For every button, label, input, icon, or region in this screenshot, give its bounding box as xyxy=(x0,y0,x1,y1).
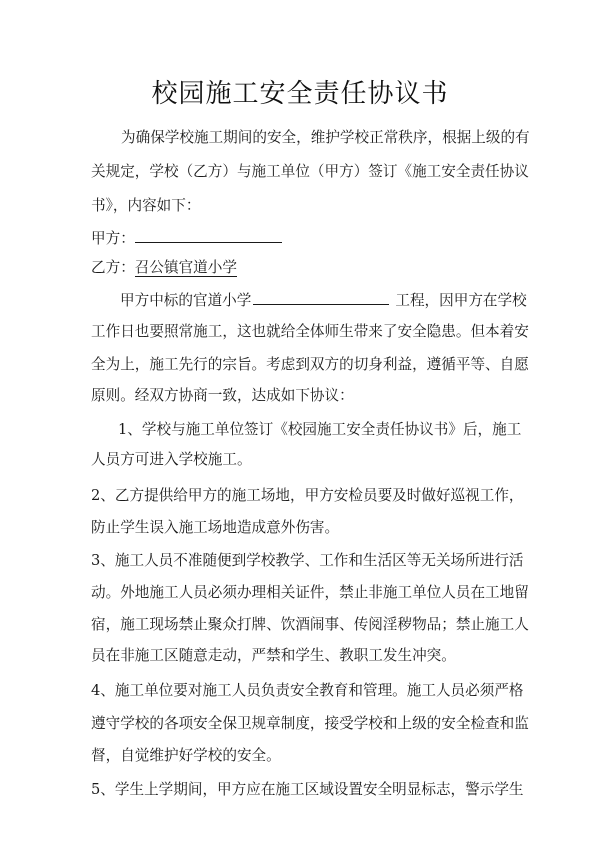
clause-5-line-1: 5、学生上学期间，甲方应在施工区域设置安全明显标志，警示学生 xyxy=(91,781,524,798)
clause-3-line-2: 动。外地施工人员必须办理相关证件，禁止非施工单位人员在工地留 xyxy=(91,584,529,601)
document-title: 校园施工安全责任协议书 xyxy=(151,79,449,109)
preamble-line-2: 工作日也要照常施工，这也就给全体师生带来了安全隐患。但本着安 xyxy=(91,323,529,340)
clause-3-line-3: 宿，施工现场禁止聚众打牌、饮酒闹事、传阅淫秽物品；禁止施工人 xyxy=(91,616,529,633)
clause-4-line-3: 督，自觉维护好学校的安全。 xyxy=(91,747,281,764)
clause-1-line-2: 人员方可进入学校施工。 xyxy=(91,451,252,468)
clause-1-line-1: 1、学校与施工单位签订《校园施工安全责任协议书》后，施工 xyxy=(118,421,522,438)
preamble-line-4: 原则。经双方协商一致，达成如下协议： xyxy=(91,387,354,404)
clause-3-line-1: 3、施工人员不准随便到学校教学、工作和生活区等无关场所进行活 xyxy=(91,552,524,569)
clause-2-line-2: 防止学生误入施工场地造成意外伤害。 xyxy=(91,519,340,536)
party-b-label: 乙方： xyxy=(91,259,135,276)
party-a-blank[interactable] xyxy=(135,226,282,243)
party-b-row xyxy=(91,257,521,279)
intro-line-2: 关规定，学校（乙方）与施工单位（甲方）签订《施工安全责任协议 xyxy=(91,163,529,180)
party-a-label: 甲方： xyxy=(91,230,135,247)
clause-4-line-1: 4、施工单位要对施工人员负责安全教育和管理。施工人员必须严格 xyxy=(91,682,524,699)
party-b-name: 召公镇官道小学 xyxy=(134,259,237,276)
intro-line-1: 为确保学校施工期间的安全，维护学校正常秩序，根据上级的有 xyxy=(121,129,530,146)
project-name-blank[interactable] xyxy=(253,288,389,305)
intro-line-3: 书》，内容如下： xyxy=(91,197,201,214)
preamble-before: 甲方中标的官道小学 xyxy=(120,292,252,309)
clause-4-line-2: 遵守学校的各项安全保卫规章制度，接受学校和上级的安全检查和监 xyxy=(91,715,529,732)
preamble-line-3: 全为上，施工先行的宗旨。考虑到双方的切身利益，遵循平等、自愿 xyxy=(91,356,529,373)
clause-3-line-4: 员在非施工区随意走动，严禁和学生、教职工发生冲突。 xyxy=(91,647,456,664)
clause-2-line-1: 2、乙方提供给甲方的施工场地，甲方安检员要及时做好巡视工作， xyxy=(91,487,524,504)
party-a-row xyxy=(91,226,521,250)
preamble-after: 工程，因甲方在学校 xyxy=(395,292,527,309)
preamble-line-1 xyxy=(120,288,527,312)
